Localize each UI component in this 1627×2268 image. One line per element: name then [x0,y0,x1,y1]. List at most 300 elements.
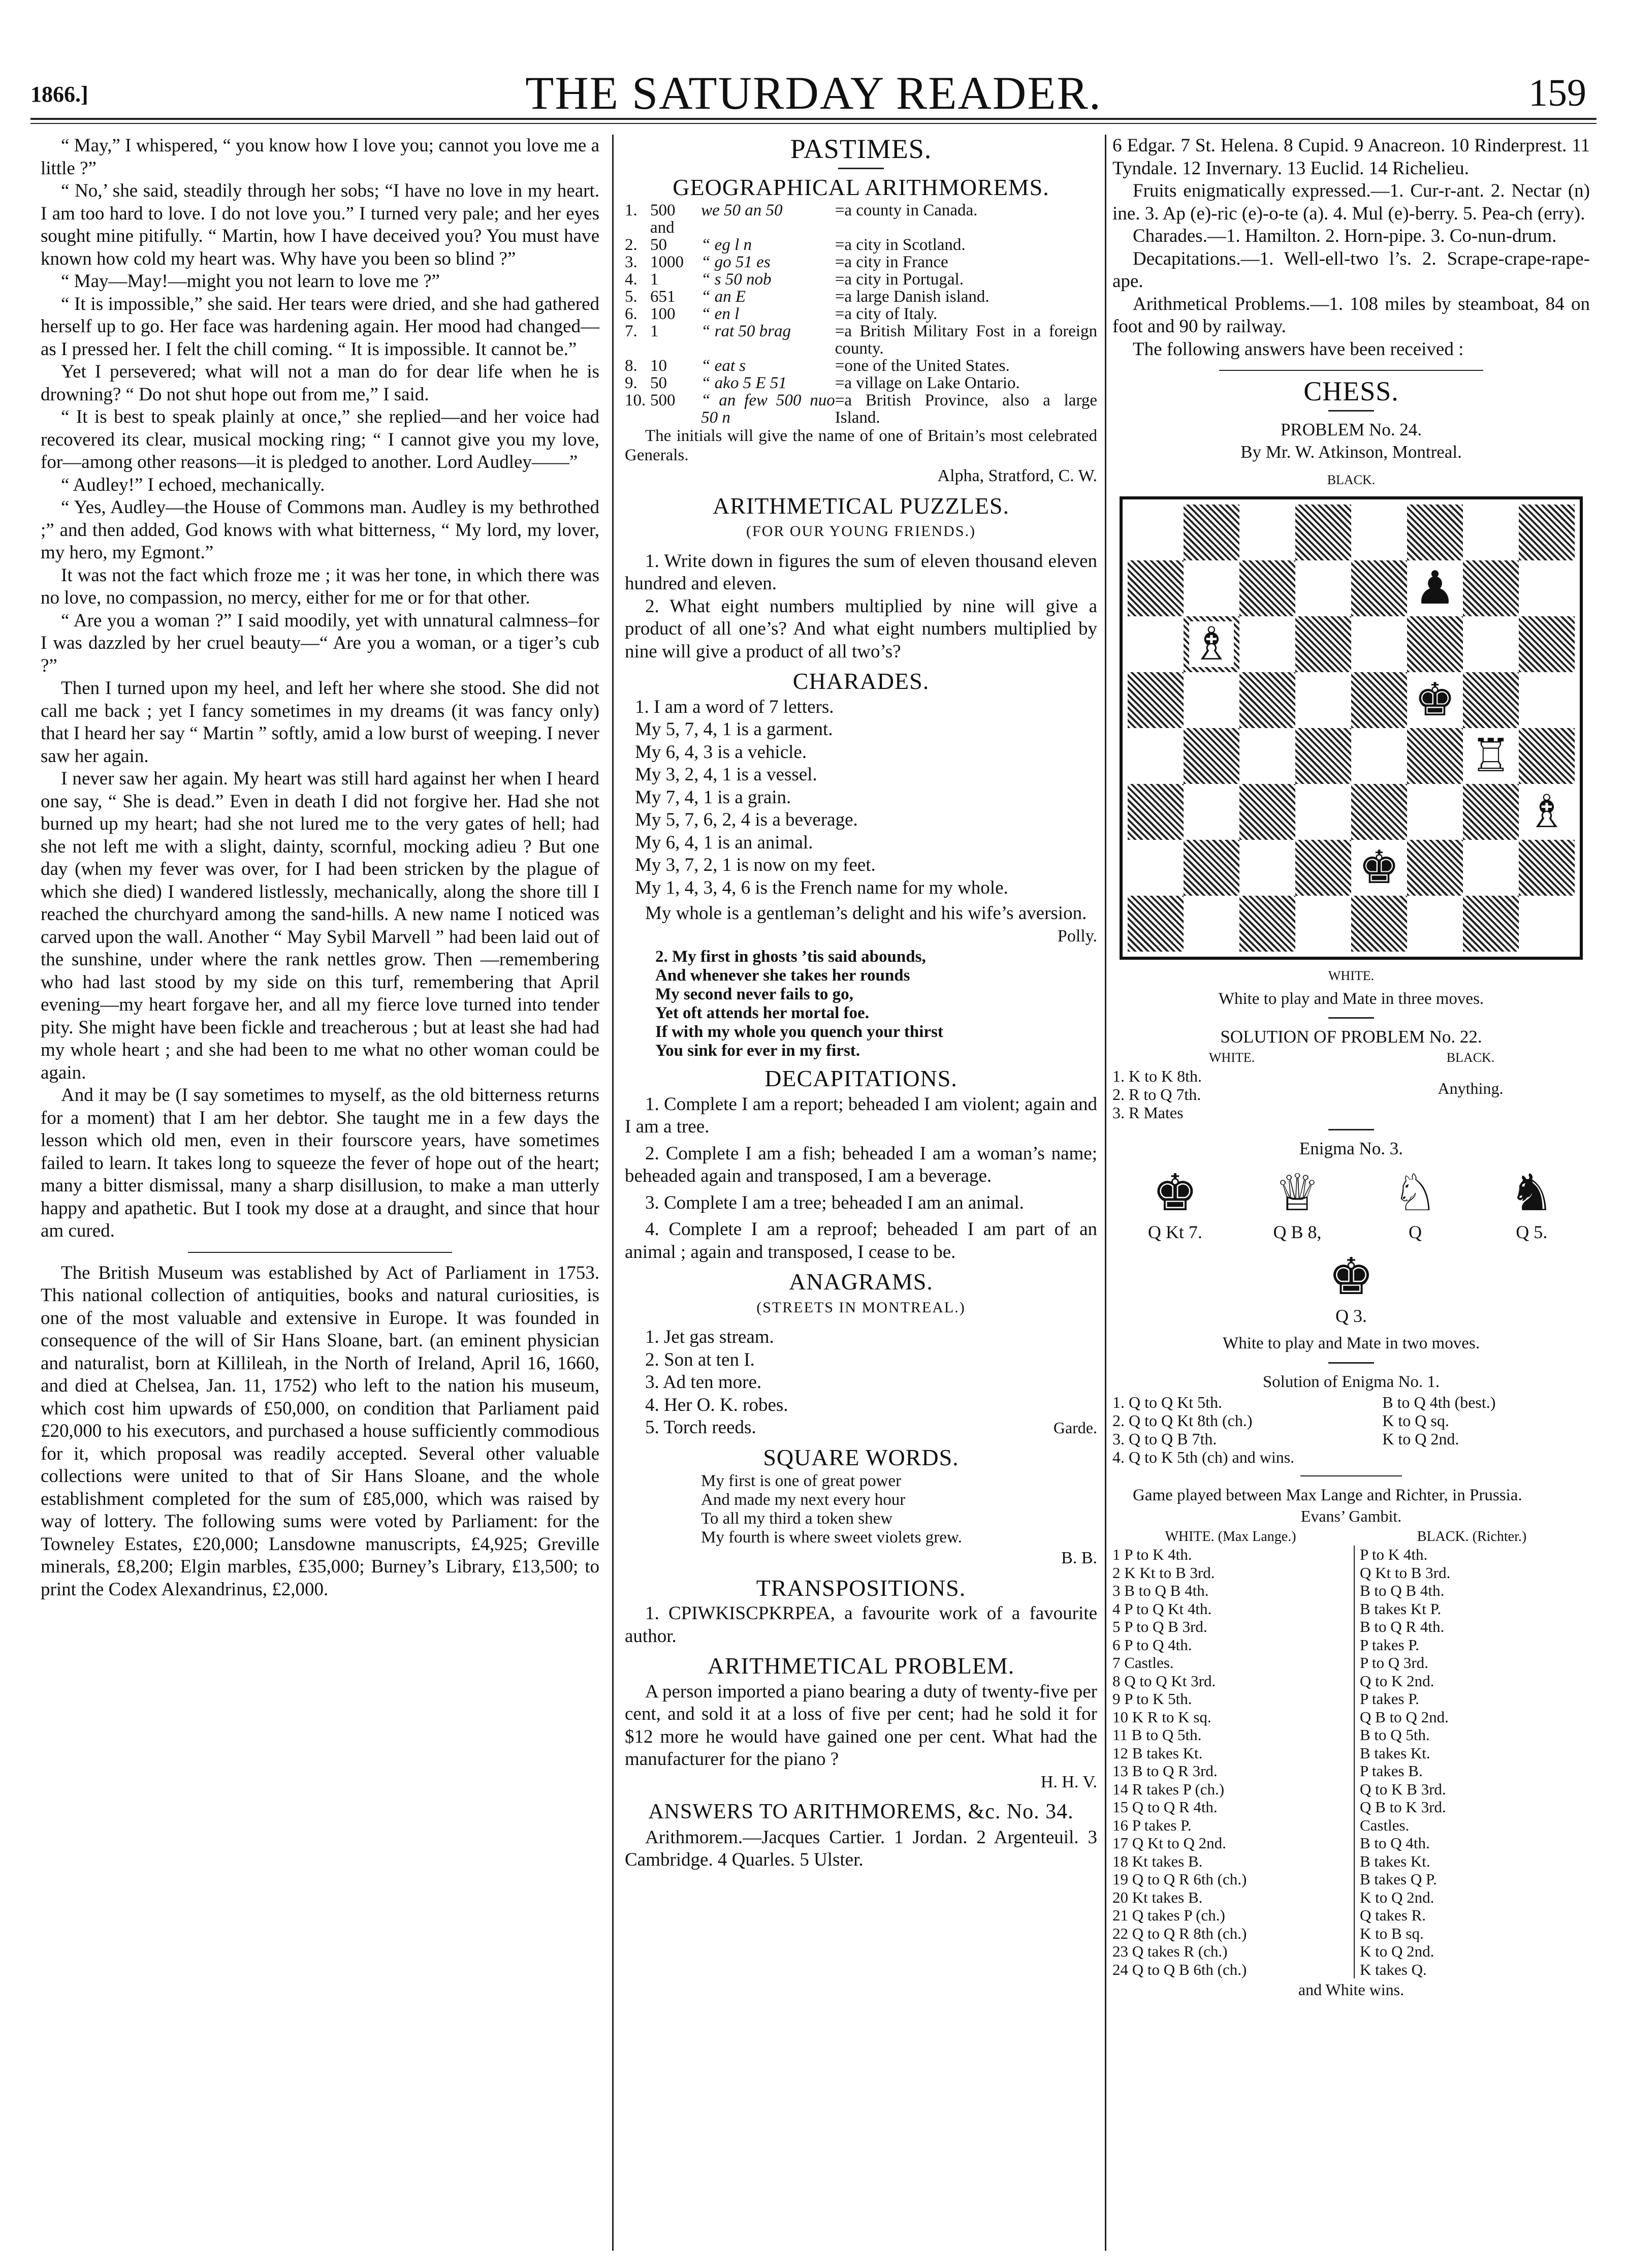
arithmorem-cell: “ en l [701,305,740,323]
game-move: K to B sq. [1360,1924,1424,1942]
board-square [1128,728,1184,784]
charade-line: My 5, 7, 4, 1 is a garment. [635,719,833,740]
game-move: Q B to Q 2nd. [1360,1708,1449,1726]
queen-icon: ♕ [1274,1163,1320,1222]
game-move: Q to K B 3rd. [1360,1780,1446,1798]
decap-item: 2. Complete I am a fish; beheaded I am a woman’s name; beheaded again and transposed, I am a beverage. [625,1143,1097,1186]
board-square [1351,672,1407,728]
arith-problem-heading: ARITHMETICAL PROBLEM. [707,1653,1015,1679]
charade-line: My 5, 7, 6, 2, 4 is a beverage. [635,809,858,830]
anagram-item: 1. Jet gas stream. [645,1327,774,1347]
game-move: 3 B to Q B 4th. [1112,1582,1209,1599]
arithmorem-cell: “ an E [701,288,746,306]
move: 2. R to Q 7th. [1112,1085,1201,1104]
charade-line: My 3, 2, 4, 1 is a vessel. [635,764,817,785]
board-square [1295,728,1351,784]
board-square [1295,896,1351,952]
story-paragraph: “ Are you a woman ?” I said moodily, yet with unnatural calmness–for I was dazzled by her cruel beauty—“ Are you a woman, or a tiger’s cub ?” [41,610,599,676]
enigma-square: Q 5. [1516,1222,1548,1242]
column-story [41,135,599,1601]
arithmorem-cell: 500 [650,391,676,410]
board-square [1128,616,1184,672]
move: 3. R Mates [1112,1103,1184,1122]
board-square [1351,896,1407,952]
section-rule [1300,1475,1402,1476]
board-square [1463,840,1519,896]
board-square [1239,505,1295,560]
charade-line: 1. I am a word of 7 letters. [635,696,834,717]
answers-continued: 6 Edgar. 7 St. Helena. 8 Cupid. 9 Anacreon. 10 Rinderprest. 11 Tyndale. 12 Invernary. 13 Euclid. 14 Richelieu. [1112,135,1590,179]
board-square [1239,560,1295,616]
knight-icon: ♞ [1509,1163,1555,1222]
game-move: Q B to K 3rd. [1360,1798,1446,1816]
charade-line: My 6, 4, 1 is an animal. [635,832,813,853]
verse-line: 2. My first in ghosts ’tis said abounds, [655,948,926,966]
charade-line: My 7, 4, 1 is a grain. [635,786,791,808]
arithmorem-cell: “ an few 500 nuo 50 n [701,391,835,427]
board-square [1184,728,1239,784]
arithmorem-row [625,202,1097,236]
square-words-signature: B. B. [1061,1549,1097,1567]
verse-line: You sink for ever in my first. [655,1042,860,1060]
game-move: 22 Q to Q R 8th (ch.) [1112,1924,1247,1942]
puzzle-item: 2. What eight numbers multiplied by nine will give a product of all one’s? And what eight numbers multiplied by nine will give a product of all two’s? [625,595,1097,662]
board-square [1184,672,1239,728]
square-words-verse [625,1472,1097,1547]
anagram-item: 2. Son at ten I. [645,1349,755,1370]
story-paragraph: “ May,” I whispered, “ you know how I love you; cannot you love me a little ?” [41,135,599,179]
game-move: 8 Q to Q Kt 3rd. [1112,1672,1216,1690]
board-square [1184,505,1239,560]
anagram-signature: Garde. [1053,1419,1097,1437]
story-paragraph: Then I turned upon my heel, and left her where she stood. She did not call me back ; yet I fancy sometimes in my dreams (it was fancy only) that I heard her say “ Martin ” softly, amid a low burst of weeping. I never saw her again. [41,678,599,767]
black-label: BLACK. [1327,472,1376,487]
knight-icon: ♘ [1392,1163,1438,1222]
solution-enigma [1112,1393,1590,1466]
arithmorem-cell: we 50 an 50 [701,201,783,219]
answers-text: Arithmorem.—Jacques Cartier. 1 Jordan. 2 Argenteuil. 3 Cambridge. 4 Quarles. 5 Ulster. [625,1826,1097,1870]
arithmorem-row [625,288,1097,305]
verse-line: And whenever she takes her rounds [655,966,910,985]
problem-title: PROBLEM No. 24. [1280,419,1422,439]
game-move: 15 Q to Q R 4th. [1112,1798,1218,1816]
museum-paragraph: The British Museum was established by Act of Parliament in 1753. This national collection of antiquities, books and natural curiosities, is one of the most valuable and extensive in Europe. It was founded in consequence of the will of Sir Hans Sloane, bart. (an eminent physician and naturalist, born at Killileah, in the North of Ireland, April 16, 1660, and died at Chelsea, Jan. 11, 1752) who left to the nation his museum, which cost him upwards of £50,000, on condition that Parliament paid £20,000 to his executors, and purchased a house sufficiently commodious for it, which proposal was readily accepted. Several other valuable collections were united to that of Sir Hans Sloane, and the whole establishment completed for the sum of £85,000, which was raised by way of lottery. The following sums were voted by Parliament: for the Towneley Estates, £20,000; Lansdowne manuscripts, £4,925; Greville minerals, £8,200; Elgin marbles, £35,000; Burney’s Library, £13,500; to print the Codex Alexandrinus, £2,000. [41,1262,599,1600]
solution-22 [1112,1049,1590,1122]
arithmorem-cell: “ eg l n [701,236,752,254]
enigma-piece [1273,1165,1321,1244]
game-move: B takes Kt P. [1360,1599,1442,1618]
arithmorem-row [625,374,1097,392]
move: 2. Q to Q Kt 8th (ch.) [1112,1411,1253,1430]
arithmorem-cell: 6. [625,305,637,323]
board-square [1184,784,1239,840]
white-label: WHITE. [1328,968,1375,983]
geo-signature: Alpha, Stratford, C. W. [937,466,1097,485]
enigma-piece [1509,1165,1554,1244]
move: K to Q 2nd. [1382,1430,1459,1448]
arithmorem-cell: “ s 50 nob [701,270,772,289]
chess-board [1128,505,1575,952]
arithmorem-row [625,305,1097,323]
story-paragraph: I never saw her again. My heart was still hard against her when I heard one say, “ She is dead.” Even in death I did not forgive her. Had she not burned up my heart; had she not lured me to the very gates of hell; had she not left me with a slight, dainty, scornful, mocking adieu ? But one day (when my fever was over, for I had been stricken by the plague of which she died) I wandered listlessly, mechanically, along the shore till I reached the churchyard among the sand-hills. A new name I noticed was carved upon the wall. Another “ May Sybil Marvell ” had been laid out of the sunshine, under where the rank nettles grow. Then —remembering who had last stood by my side on this turf, remembering that April evening—my heart forgave her, and all my fierce love turned into tender pity. She might have been fickle and treacherous ; but at least she had had my whole heart ; and she had been to me what no other woman could be again. [41,768,599,1083]
arithmorem-cell: 10 [650,357,667,375]
verse-line: My second never fails to go, [655,985,853,1003]
board-square [1128,784,1184,840]
board-square [1519,672,1575,728]
board-square [1128,505,1184,560]
charades-heading: CHARADES. [792,668,930,694]
decap-item: 4. Complete I am a reproof; beheaded I am part of an animal ; again and transposed, I cease to be. [625,1219,1097,1263]
enigma-black-king [1112,1246,1590,1328]
anagrams-heading: ANAGRAMS. [789,1269,933,1295]
game-move: P takes B. [1360,1762,1423,1780]
game-move: 12 B takes Kt. [1112,1744,1203,1762]
newspaper-page [30,36,1597,2251]
geo-arithmorems-table [625,202,1097,426]
arithmorem-cell: =a city in Scotland. [835,236,966,254]
game-move: Q takes R. [1360,1906,1426,1924]
game-move: 6 P to Q 4th. [1112,1635,1192,1654]
board-square [1351,784,1407,840]
board-square [1519,784,1575,840]
arithmorem-cell: =a city of Italy. [835,305,938,323]
game-move: 2 K Kt to B 3rd. [1112,1563,1215,1582]
board-square [1239,896,1295,952]
arithmorem-cell: 1. [625,201,637,219]
board-square [1463,505,1519,560]
arithmorem-cell: =a city in France [835,253,948,271]
game-move: 11 B to Q 5th. [1112,1726,1202,1744]
board-square [1351,560,1407,616]
transpositions-heading: TRANSPOSITIONS. [756,1574,966,1601]
arithmorem-cell: 9. [625,374,637,392]
board-square [1463,616,1519,672]
arithmorem-cell: 1 [650,270,659,289]
board-square [1295,505,1351,560]
arithmorem-row [625,236,1097,254]
game-move: Q to K 2nd. [1360,1672,1434,1690]
board-square [1351,840,1407,896]
game-move: K takes Q. [1360,1960,1427,1978]
decap-item: 3. Complete I am a tree; beheaded I am an animal. [645,1192,1024,1213]
board-square [1519,840,1575,896]
pastimes-heading: PASTIMES. [790,134,932,164]
game-move: 19 Q to Q R 6th (ch.) [1112,1870,1247,1888]
puzzles-heading: ARITHMETICAL PUZZLES. [712,492,1010,519]
game-move: 10 K R to K sq. [1112,1708,1211,1726]
solution-enigma-black [1382,1393,1590,1466]
board-square [1519,896,1575,952]
board-square [1128,560,1184,616]
anagram-item: 3. Ad ten more. [645,1372,762,1393]
charade-line: My 3, 7, 2, 1 is now on my feet. [635,855,876,875]
charade-1 [625,696,1097,900]
game-move: 1 P to K 4th. [1112,1546,1192,1563]
board-square [1128,840,1184,896]
enigma-piece [1328,1246,1374,1328]
arithmorem-cell: 500 and [650,201,676,237]
game-black-moves [1354,1546,1590,1978]
arithmorem-row [625,271,1097,288]
arithmorem-cell: 4. [625,270,637,289]
game-move: 24 Q to Q B 6th (ch.) [1112,1960,1247,1978]
charade-signature: Polly. [1057,926,1097,946]
arithmorem-cell: =a county in Canada. [835,201,978,219]
puzzle-item: 1. Write down in figures the sum of eleven thousand eleven hundred and eleven. [625,550,1097,594]
chess-heading: CHESS. [1303,376,1399,406]
solution-22-white [1112,1049,1351,1122]
answers-continued: Arithmetical Problems.—1. 108 miles by steamboat, 84 on foot and 90 by railway. [1112,293,1590,337]
arithmorem-cell: 1000 [650,253,684,271]
enigma-piece [1392,1165,1438,1244]
story-paragraph: “ May—May!—might you not learn to love me ?” [61,271,440,292]
black-king-icon: ♚ [1413,677,1458,723]
answers-continued: The following answers have been received : [1133,338,1464,360]
game-move: 18 Kt takes B. [1112,1852,1203,1870]
game-move: B to Q 5th. [1360,1726,1430,1744]
game-move: P to K 4th. [1360,1546,1428,1563]
board-square [1184,560,1239,616]
answers-continued: Decapitations.—1. Well-ell-two l’s. 2. Scrape-crape-rape-ape. [1112,248,1590,292]
move: Anything. [1438,1079,1504,1097]
short-rule [1328,1017,1374,1019]
board-square [1519,505,1575,560]
anagram-item: 4. Her O. K. robes. [645,1394,788,1415]
move: B to Q 4th (best.) [1382,1393,1496,1411]
enigma-square: Q [1408,1222,1422,1242]
verse-line: Yet oft attends her mortal foe. [655,1004,869,1022]
column-divider-1 [612,135,614,2251]
game-move: B takes Kt. [1360,1852,1430,1870]
arithmorem-row [625,357,1097,374]
board-square [1295,616,1351,672]
game-result: and White wins. [1298,1980,1405,1999]
arithmorem-row [625,392,1097,426]
game-move: 20 Kt takes B. [1112,1888,1203,1906]
verse-line: My first is one of great power [701,1472,902,1490]
square-words-heading: SQUARE WORDS. [763,1444,959,1470]
board-square [1463,896,1519,952]
board-square [1239,672,1295,728]
arithmorem-cell: 5. [625,288,637,306]
enigma-square: Q 3. [1335,1305,1367,1326]
arithmorem-cell: “ ako 5 E 51 [701,374,787,392]
game-move: Castles. [1360,1816,1410,1834]
board-square [1407,784,1463,840]
story-paragraph: And it may be (I say sometimes to myself, as the old bitterness returns for a moment) that I am her debtor. She taught me in a few days the lesson which old men, even in their fourscore years, have sometimes failed to learn. It takes long to squeeze the fever of hope out of the heart; many a bitter dismissal, many a sharp disillusion, to make a man utterly happy and apathetic. But I took my dose at a draught, and since that hour am cured. [41,1085,599,1241]
white-bishop-icon: ♗ [1524,789,1570,835]
game-move: 13 B to Q R 3rd. [1112,1762,1218,1780]
board-square [1239,728,1295,784]
short-rule [1328,1129,1374,1130]
board-square [1463,728,1519,784]
arithmorem-cell: =a British Province, also a large Island. [835,391,1097,427]
board-square [1407,505,1463,560]
board-square [1351,505,1407,560]
arithmorem-cell: 8. [625,357,637,375]
enigma-caption: White to play and Mate in two moves. [1223,1334,1480,1352]
story-paragraph: “ It is best to speak plainly at once,” she replied—and her voice had recovered its clear, musical mocking ring; “ I cannot give you my love, for—among other reasons—it is pledged to another. Lord Audley——” [41,406,599,472]
verse-line: If with my whole you quench your thirst [655,1023,943,1041]
enigma-pieces [1112,1165,1590,1244]
chess-board-frame [1120,496,1583,960]
charade-whole: My whole is a gentleman’s delight and his wife’s aversion. [645,903,1087,924]
board-square [1519,560,1575,616]
game-move: 16 P takes P. [1112,1816,1192,1834]
column-pastimes [625,135,1097,1872]
arithmorem-cell: 651 [650,288,676,306]
board-square [1184,896,1239,952]
arith-problem-text: A person imported a piano bearing a duty of twenty-five per cent, and sold it at a loss of five per cent; had he sold it for $12 more he would have gained one per cent. What had the manufacturer for the piano ? [625,1681,1097,1770]
white-column-head: WHITE. (Max Lange.) [1165,1528,1296,1545]
white-column-head: WHITE. [1208,1050,1255,1065]
arithmorem-cell: =one of the United States. [835,357,1010,375]
king-icon: ♚ [1152,1163,1198,1222]
answers-heading: ANSWERS TO ARITHMOREMS, &c. No. 34. [648,1800,1074,1823]
answers-continued: Fruits enigmatically expressed.—1. Cur-r-ant. 2. Nectar (n) ine. 3. Ap (e)-ric (e)-o-te (a). 4. Mul (e)-berry. 5. Pea-ch (erry). [1112,180,1590,224]
board-square [1128,896,1184,952]
verse-line: My fourth is where sweet violets grew. [701,1528,962,1547]
page-number: 159 [1528,72,1586,114]
arithmorem-cell: =a large Danish island. [835,288,990,306]
solution-22-heading: SOLUTION OF PROBLEM No. 22. [1220,1027,1482,1047]
arithmorem-cell: =a city in Portugal. [835,270,964,289]
white-bishop-icon: ♗ [1189,621,1234,667]
verse-line: And made my next every hour [701,1491,906,1509]
game-move: P takes P. [1360,1690,1419,1708]
arithmorem-row [625,254,1097,271]
game-move: 14 R takes P (ch.) [1112,1780,1225,1798]
arithmorem-cell: 3. [625,253,637,271]
move: 4. Q to K 5th (ch) and wins. [1112,1448,1295,1466]
game-move: 4 P to Q Kt 4th. [1112,1599,1212,1618]
transposition-item: 1. CPIWKISCPKRPEA, a favourite work of a favourite author. [625,1603,1097,1647]
enigma-square: Q Kt 7. [1147,1222,1202,1242]
arithmorem-cell: 100 [650,305,676,323]
board-square [1407,616,1463,672]
story-paragraph: It was not the fact which froze me ; it was her tone, in which there was no love, no compassion, no mercy, either for me or for that other. [41,564,599,608]
short-rule [1328,1362,1374,1364]
board-square [1407,728,1463,784]
board-square [1295,672,1351,728]
board-square [1519,728,1575,784]
game-move: K to Q 2nd. [1360,1942,1434,1960]
arithmorem-cell: 1 [650,322,659,340]
enigma-piece [1148,1165,1202,1244]
game-move: B takes Q P. [1360,1870,1437,1888]
game-move: B to Q B 4th. [1360,1582,1445,1599]
board-square [1407,560,1463,616]
arithmorem-cell: “ eat s [701,357,746,375]
board-square [1184,616,1239,672]
story-paragraph: “ No,’ she said, steadily through her sobs; “I have no love in my heart. I am too hard to love. I do not love you.” I turned very pale; and her eyes sought mine pitifully. “ Martin, how I have deceived you? You must have known how cold my heart was. Why have you been so blind ?” [41,180,599,269]
solution-enigma-white [1112,1393,1382,1466]
game-move: B takes Kt. [1360,1744,1430,1762]
enigma-heading: Enigma No. 3. [1299,1138,1403,1158]
game-move: 5 P to Q B 3rd. [1112,1618,1207,1635]
game-move: B to Q R 4th. [1360,1618,1445,1635]
game-white-moves [1112,1546,1349,1978]
black-pawn-icon: ♟ [1413,565,1458,611]
column-divider-2 [1105,135,1106,2251]
board-square [1407,840,1463,896]
column-chess [1112,135,1590,2001]
black-column-head: BLACK. [1446,1050,1495,1065]
arithmorem-row [625,323,1097,357]
board-square [1463,560,1519,616]
game-move: 21 Q takes P (ch.) [1112,1906,1225,1924]
enigma-square: Q B 8, [1273,1222,1322,1242]
arithmorem-cell: =a British Military Fost in a foreign county. [835,322,1097,358]
game-title: Evans’ Gambit. [1300,1507,1402,1525]
charade-line: My 6, 4, 3 is a vehicle. [635,741,807,763]
anagram-item [645,1416,1097,1439]
problem-author: By Mr. W. Atkinson, Montreal. [1240,442,1462,462]
arithmorem-cell: “ rat 50 brag [701,322,791,340]
header-title: THE SATURDAY READER. [525,67,1102,119]
move: K to Q sq. [1382,1411,1449,1430]
game-move: 17 Q Kt to Q 2nd. [1112,1834,1226,1852]
game-move: Q Kt to B 3rd. [1360,1563,1451,1582]
board-square [1463,784,1519,840]
move: 1. K to K 8th. [1112,1066,1202,1085]
arithmorem-cell: 2. [625,236,637,254]
decapitations-heading: DECAPITATIONS. [764,1065,958,1091]
white-king-icon: ♚ [1357,845,1402,891]
anagrams-subheading: (STREETS IN MONTREAL.) [756,1299,966,1316]
arithmorem-cell: “ go 51 es [701,253,771,271]
arithmorem-cell: 10. [625,391,646,410]
board-square [1295,840,1351,896]
move: 3. Q to Q B 7th. [1112,1430,1217,1448]
game-move: K to Q 2nd. [1360,1888,1434,1906]
board-square [1239,840,1295,896]
board-square [1239,784,1295,840]
decap-item: 1. Complete I am a report; beheaded I am violent; again and I am a tree. [625,1093,1097,1137]
verse-line: To all my third a token shew [701,1509,893,1528]
anagram-text: 5. Torch reeds. [645,1417,756,1438]
header-rule [30,118,1597,120]
anagram-list [625,1326,1097,1439]
game-move: P takes P. [1360,1635,1419,1654]
game-move: B to Q 4th. [1360,1834,1430,1852]
answers-continued: Charades.—1. Hamilton. 2. Horn-pipe. 3. Co-nun-drum. [1133,226,1557,246]
section-rule [1219,370,1483,371]
board-square [1351,616,1407,672]
story-paragraph: “ Yes, Audley—the House of Commons man. Audley is my bethrothed ;” and then added, God knows with what bitterness, “ My lord, my lover, my hero, my Egmont.” [41,497,599,563]
king-icon: ♚ [1328,1246,1374,1306]
board-square [1463,672,1519,728]
header-year: 1866.] [30,82,88,107]
board-square [1351,728,1407,784]
board-square [1128,672,1184,728]
board-square [1295,560,1351,616]
arithmorem-cell: =a village on Lake Ontario. [835,374,1020,392]
board-square [1407,672,1463,728]
game-score [1112,1528,1590,1979]
geo-note: The initials will give the name of one of Britain’s most celebrated Generals. [625,427,1097,464]
solution-22-black [1351,1049,1590,1122]
game-move: P to Q 3rd. [1360,1654,1428,1672]
white-rook-icon: ♖ [1469,733,1514,779]
solution-enigma-heading: Solution of Enigma No. 1. [1262,1372,1440,1391]
story-paragraph: “ It is impossible,” she said. Her tears were dried, and she had gathered herself up to go. Her face was hardening again. Her mood had changed—as I pressed her. I felt the chill coming. “ It is impossible. It cannot be.” [41,293,599,360]
black-column-head: BLACK. (Richter.) [1417,1528,1527,1545]
section-rule [188,1252,452,1253]
header-rule-thin [30,123,1597,124]
game-move: 9 P to K 5th. [1112,1690,1192,1708]
charade-2 [625,948,1097,1060]
